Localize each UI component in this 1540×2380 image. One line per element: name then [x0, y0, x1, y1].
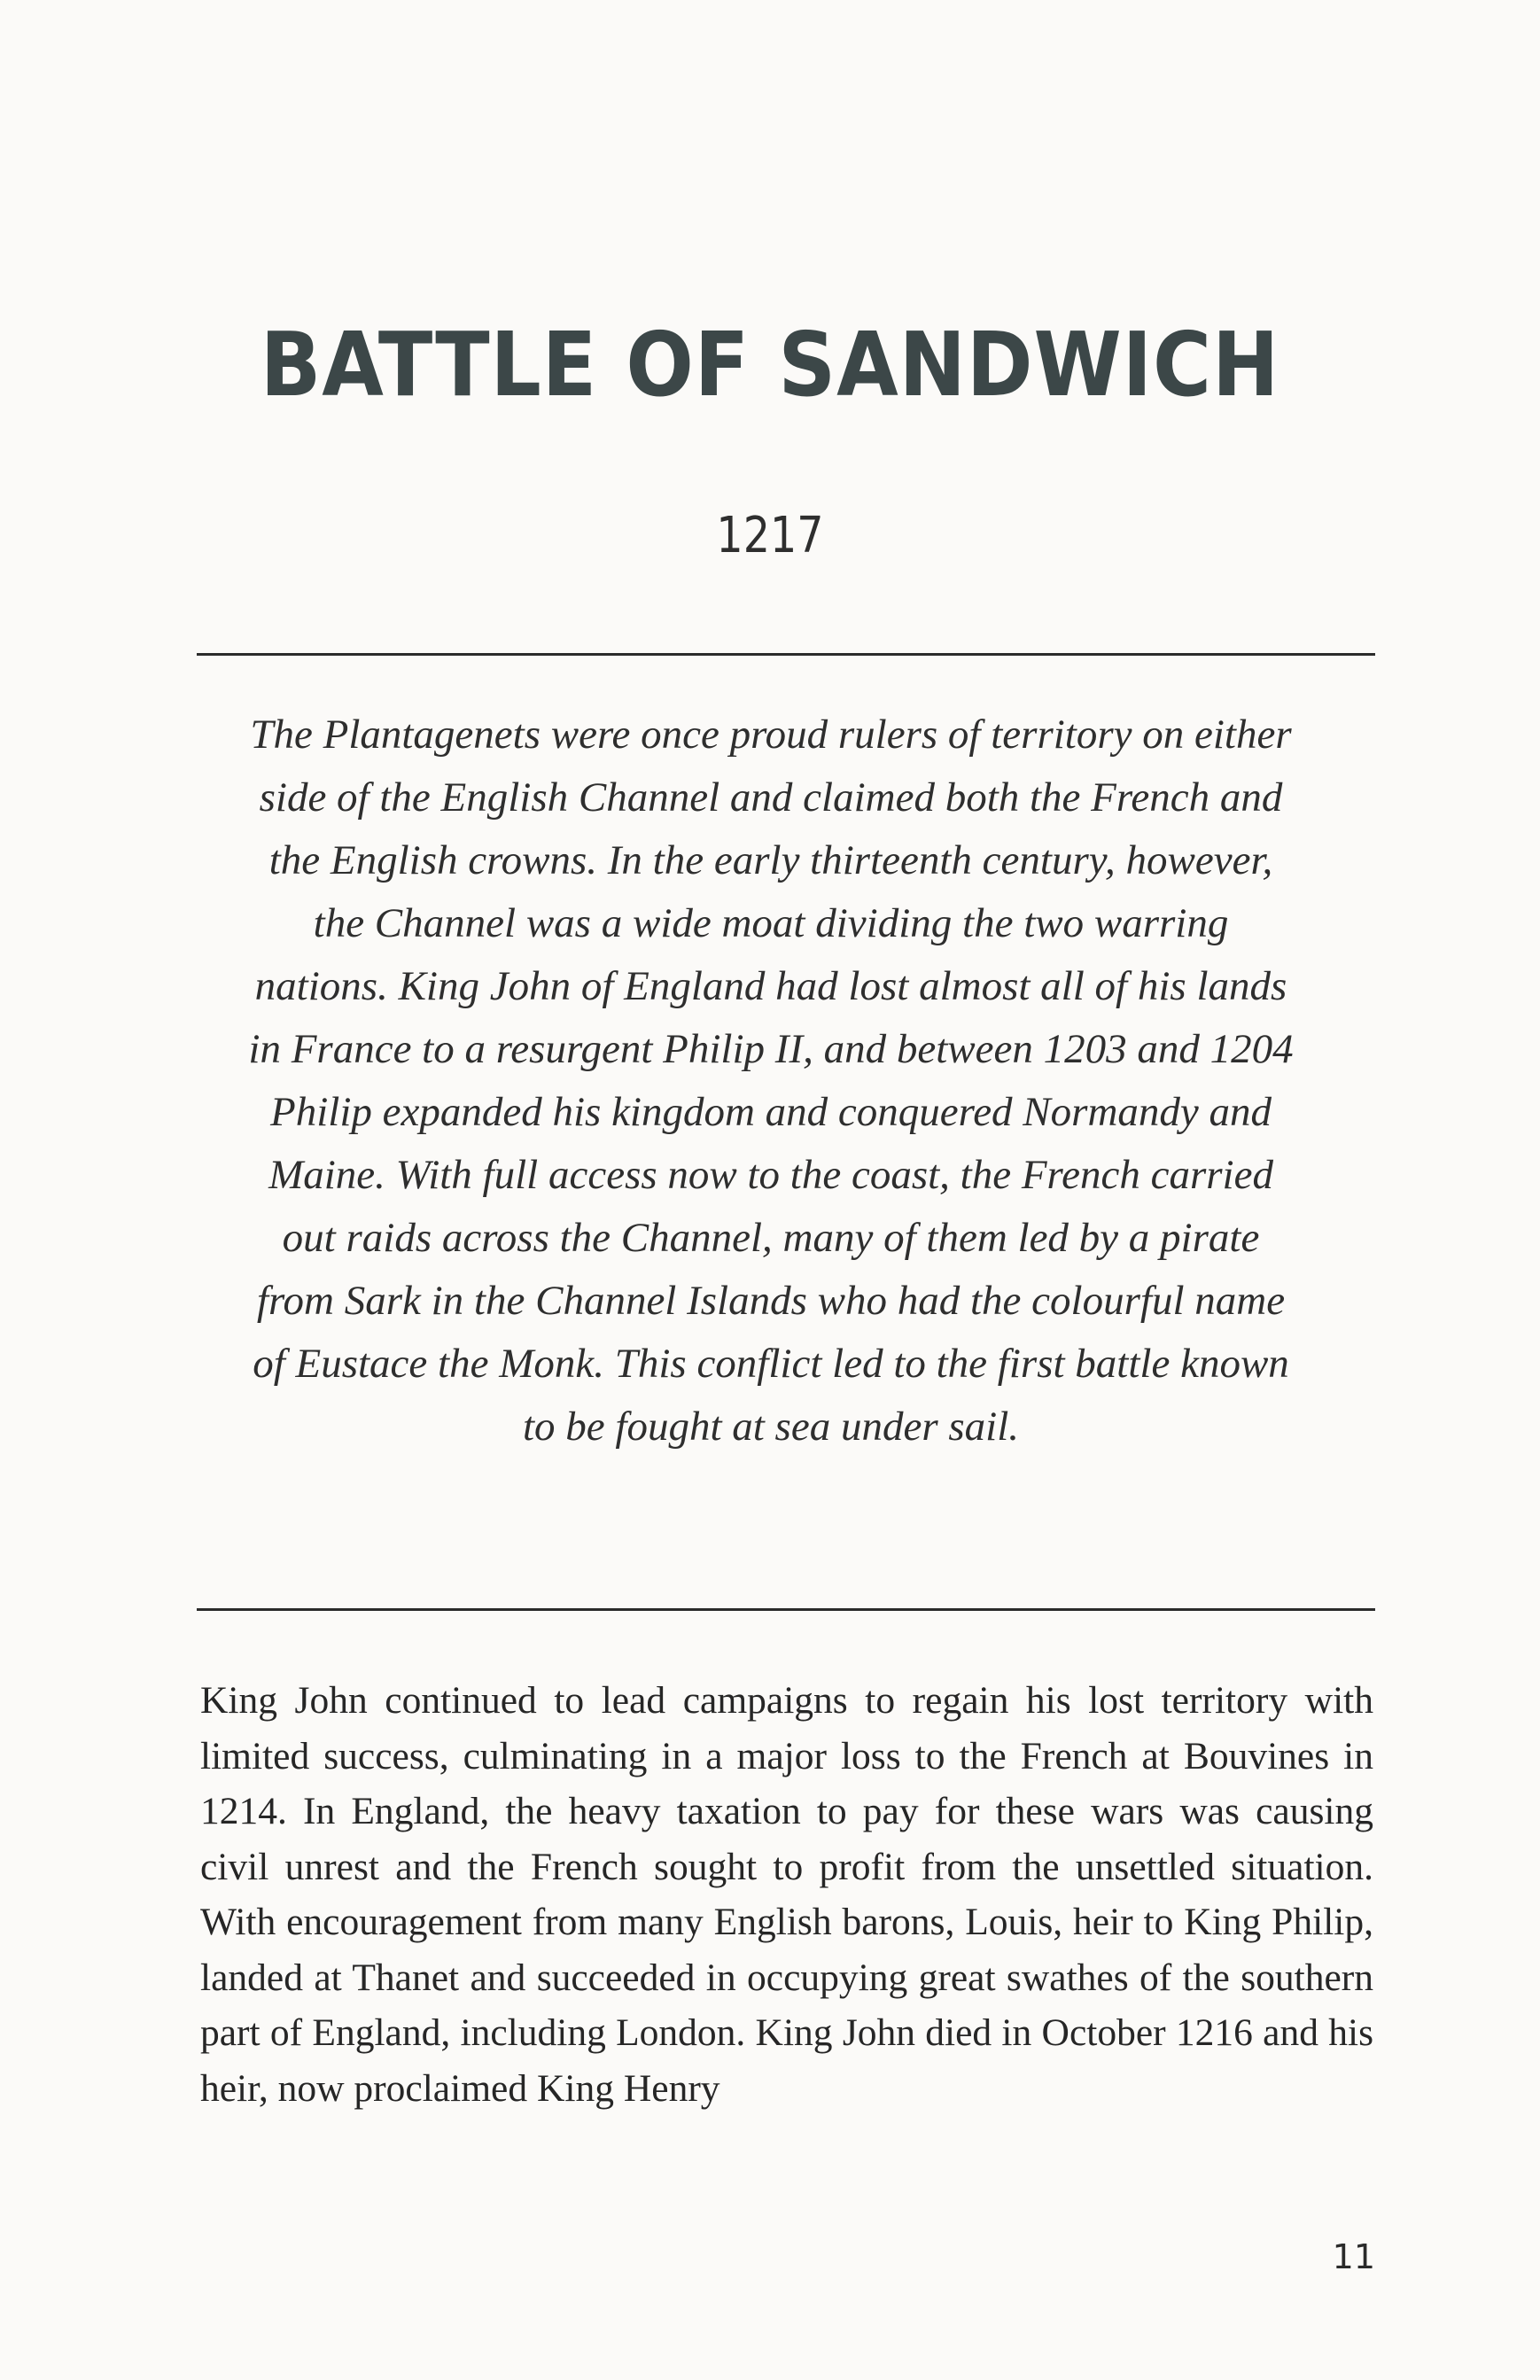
- top-divider: [197, 653, 1375, 656]
- bottom-divider: [197, 1608, 1375, 1611]
- chapter-year: 1217: [716, 507, 824, 564]
- page-number: 11: [1332, 2237, 1375, 2276]
- intro-paragraph: The Plantagenets were once proud rulers of territory on either side of the English Channel and claimed both the French and the English crowns. In the early thirteenth century, however, the Channel was a wide moat dividing the two warring nations. King John of England had lost almost all of his lands in France to a resurgent Philip II, and between 1203 and 1204 Philip expanded his kingdom and conquered Normandy and Maine. With full access now to the coast, the French carried out raids across the Channel, many of them led by a pirate from Sark in the Channel Islands who had the colourful name of Eustace the Monk. This conflict led to the first battle known to be fought at sea under sail.: [248, 712, 1294, 1450]
- body-paragraph: King John continued to lead campaigns to regain his lost territory with limited success, culminating in a major loss to the French at Bouvines in 1214. In England, the heavy taxation to pay for these wars was causing civil unrest and the French sought to profit from the unsettled situation. With encouragement from many English barons, Louis, heir to King Philip, landed at Thanet and succeeded in occupying great swathes of the southern part of England, including London. King John died in October 1216 and his heir, now proclaimed King Henry: [200, 1679, 1373, 2110]
- chapter-title: BATTLE OF SANDWICH: [260, 313, 1280, 416]
